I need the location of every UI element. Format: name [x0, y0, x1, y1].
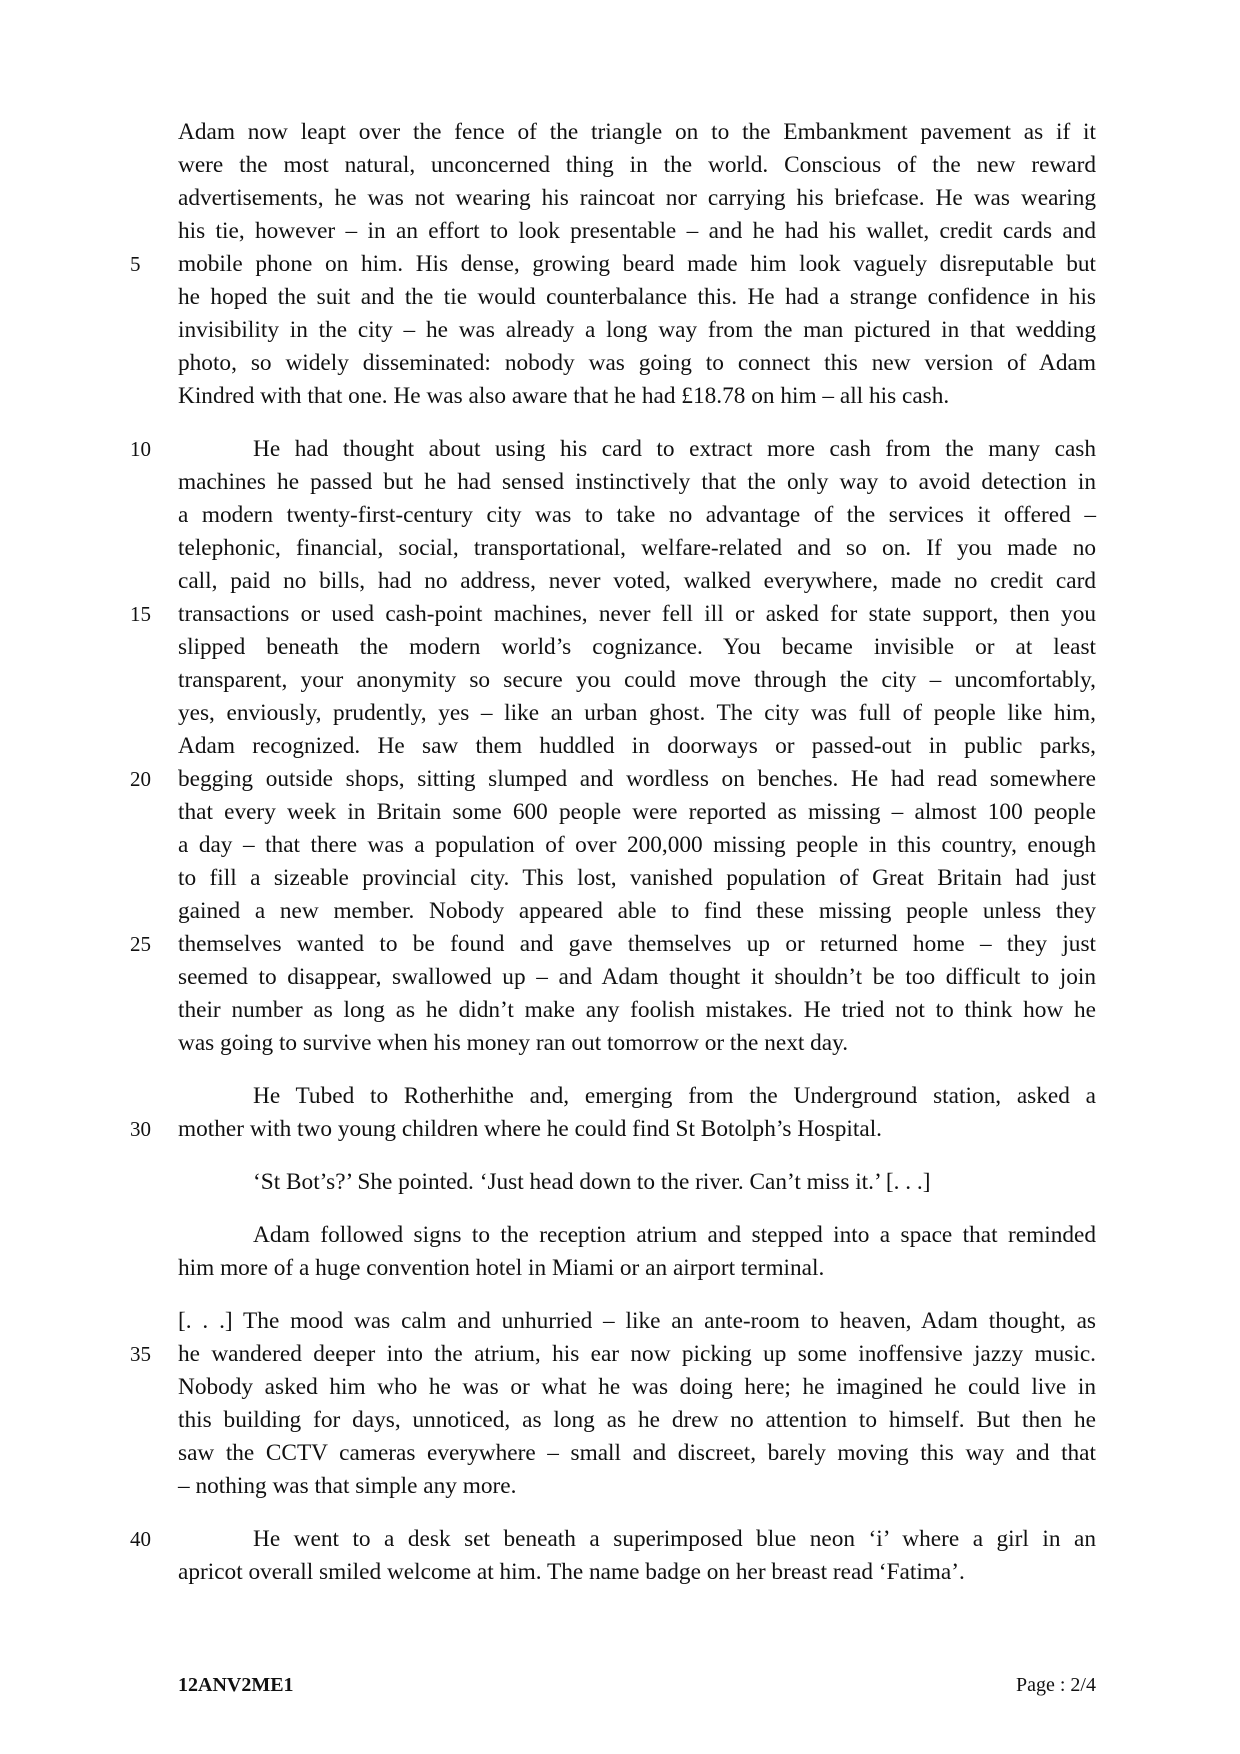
text-line: Kindred with that one. He was also aware that he had £18.78 on him – all his cash.	[178, 383, 950, 409]
text-line-content: begging outside shops, sitting slumped and wordless on benches. He had read somewhere	[178, 766, 1096, 792]
text-line-content: mother with two young children where he could find St Botolph’s Hospital.	[178, 1116, 882, 1142]
text-line: telephonic, financial, social, transportational, welfare-related and so on. If you made no	[178, 535, 1096, 561]
text-line-content: He had thought about using his card to extract more cash from the many cash	[253, 436, 1096, 462]
text-line: gained a new member. Nobody appeared able to find these missing people unless they	[178, 898, 1096, 924]
text-line: to fill a sizeable provincial city. This lost, vanished population of Great Britain had just	[178, 865, 1096, 891]
text-line: call, paid no bills, had no address, never voted, walked everywhere, made no credit card	[178, 568, 1096, 594]
text-line: a modern twenty-first-century city was to take no advantage of the services it offered –	[178, 502, 1096, 528]
text-line: this building for days, unnoticed, as long as he drew no attention to himself. But then he	[178, 1407, 1096, 1433]
paragraph-3	[130, 1080, 1096, 1146]
text-line: a day – that there was a population of over 200,000 missing people in this country, enough	[178, 832, 1096, 858]
text-line: that every week in Britain some 600 people were reported as missing – almost 100 people	[178, 799, 1096, 825]
text-line: He Tubed to Rotherhithe and, emerging from the Underground station, asked a	[253, 1083, 1096, 1109]
document-code: 12ANV2ME1	[178, 1674, 294, 1696]
text-line-numbered	[130, 763, 1096, 796]
text-line-content: themselves wanted to be found and gave themselves up or returned home – they just	[178, 931, 1096, 957]
text-line: Nobody asked him who he was or what he was doing here; he imagined he could live in	[178, 1374, 1096, 1400]
text-line: was going to survive when his money ran out tomorrow or the next day.	[178, 1030, 849, 1056]
paragraph-2	[130, 433, 1096, 1060]
text-line-content: transactions or used cash-point machines, never fell ill or asked for state support, then you	[178, 601, 1096, 627]
text-line: Adam followed signs to the reception atrium and stepped into a space that reminded	[253, 1222, 1096, 1248]
text-line: machines he passed but he had sensed instinctively that the only way to avoid detection in	[178, 469, 1096, 495]
text-line: Adam now leapt over the fence of the triangle on to the Embankment pavement as if it	[178, 119, 1096, 145]
line-number: 40	[130, 1527, 151, 1551]
text-line: he hoped the suit and the tie would counterbalance this. He had a strange confidence in his	[178, 284, 1096, 310]
text-line-numbered	[130, 248, 1096, 281]
line-number: 15	[130, 602, 151, 626]
page-number: Page : 2/4	[1016, 1674, 1096, 1696]
text-line: photo, so widely disseminated: nobody was going to connect this new version of Adam	[178, 350, 1096, 376]
text-line: slipped beneath the modern world’s cognizance. You became invisible or at least	[178, 634, 1096, 660]
text-line-content: he wandered deeper into the atrium, his ear now picking up some inoffensive jazzy music.	[178, 1341, 1096, 1367]
paragraph-5	[178, 1219, 1096, 1285]
text-line-numbered	[130, 433, 1096, 466]
text-line-numbered	[130, 1338, 1096, 1371]
line-number: 30	[130, 1117, 151, 1141]
text-line: yes, enviously, prudently, yes – like an urban ghost. The city was full of people like him,	[178, 700, 1096, 726]
text-line-content: mobile phone on him. His dense, growing beard made him look vaguely disreputable but	[178, 251, 1096, 277]
line-number: 25	[130, 932, 151, 956]
text-line: apricot overall smiled welcome at him. The name badge on her breast read ‘Fatima’.	[178, 1559, 965, 1585]
text-line-content: He went to a desk set beneath a superimposed blue neon ‘i’ where a girl in an	[253, 1526, 1096, 1552]
text-line: saw the CCTV cameras everywhere – small and discreet, barely moving this way and that	[178, 1440, 1096, 1466]
paragraph-4	[178, 1166, 1096, 1199]
text-line: seemed to disappear, swallowed up – and Adam thought it shouldn’t be too difficult to join	[178, 964, 1096, 990]
text-line-numbered	[130, 598, 1096, 631]
passage-text	[130, 116, 1096, 1609]
text-line: Adam recognized. He saw them huddled in doorways or passed-out in public parks,	[178, 733, 1096, 759]
text-line: ‘St Bot’s?’ She pointed. ‘Just head down to the river. Can’t miss it.’ [. . .]	[253, 1169, 931, 1195]
text-line-numbered	[130, 1523, 1096, 1556]
paragraph-7	[130, 1523, 1096, 1589]
line-number: 5	[130, 252, 141, 276]
text-line: – nothing was that simple any more.	[178, 1473, 517, 1499]
paragraph-1	[130, 116, 1096, 413]
paragraph-6	[130, 1305, 1096, 1503]
text-line: transparent, your anonymity so secure you could move through the city – uncomfortably,	[178, 667, 1096, 693]
text-line-numbered	[130, 1113, 1096, 1146]
text-line: invisibility in the city – he was already a long way from the man pictured in that wedding	[178, 317, 1096, 343]
text-line: [. . .] The mood was calm and unhurried – like an ante-room to heaven, Adam thought, as	[178, 1308, 1096, 1334]
text-line: him more of a huge convention hotel in Miami or an airport terminal.	[178, 1255, 825, 1281]
text-line: were the most natural, unconcerned thing in the world. Conscious of the new reward	[178, 152, 1096, 178]
line-number: 20	[130, 767, 151, 791]
text-line: advertisements, he was not wearing his raincoat nor carrying his briefcase. He was wearing	[178, 185, 1096, 211]
line-number: 35	[130, 1342, 151, 1366]
text-line: his tie, however – in an effort to look presentable – and he had his wallet, credit cards and	[178, 218, 1096, 244]
line-number: 10	[130, 437, 151, 461]
text-line-numbered	[130, 928, 1096, 961]
text-line: their number as long as he didn’t make any foolish mistakes. He tried not to think how he	[178, 997, 1096, 1023]
